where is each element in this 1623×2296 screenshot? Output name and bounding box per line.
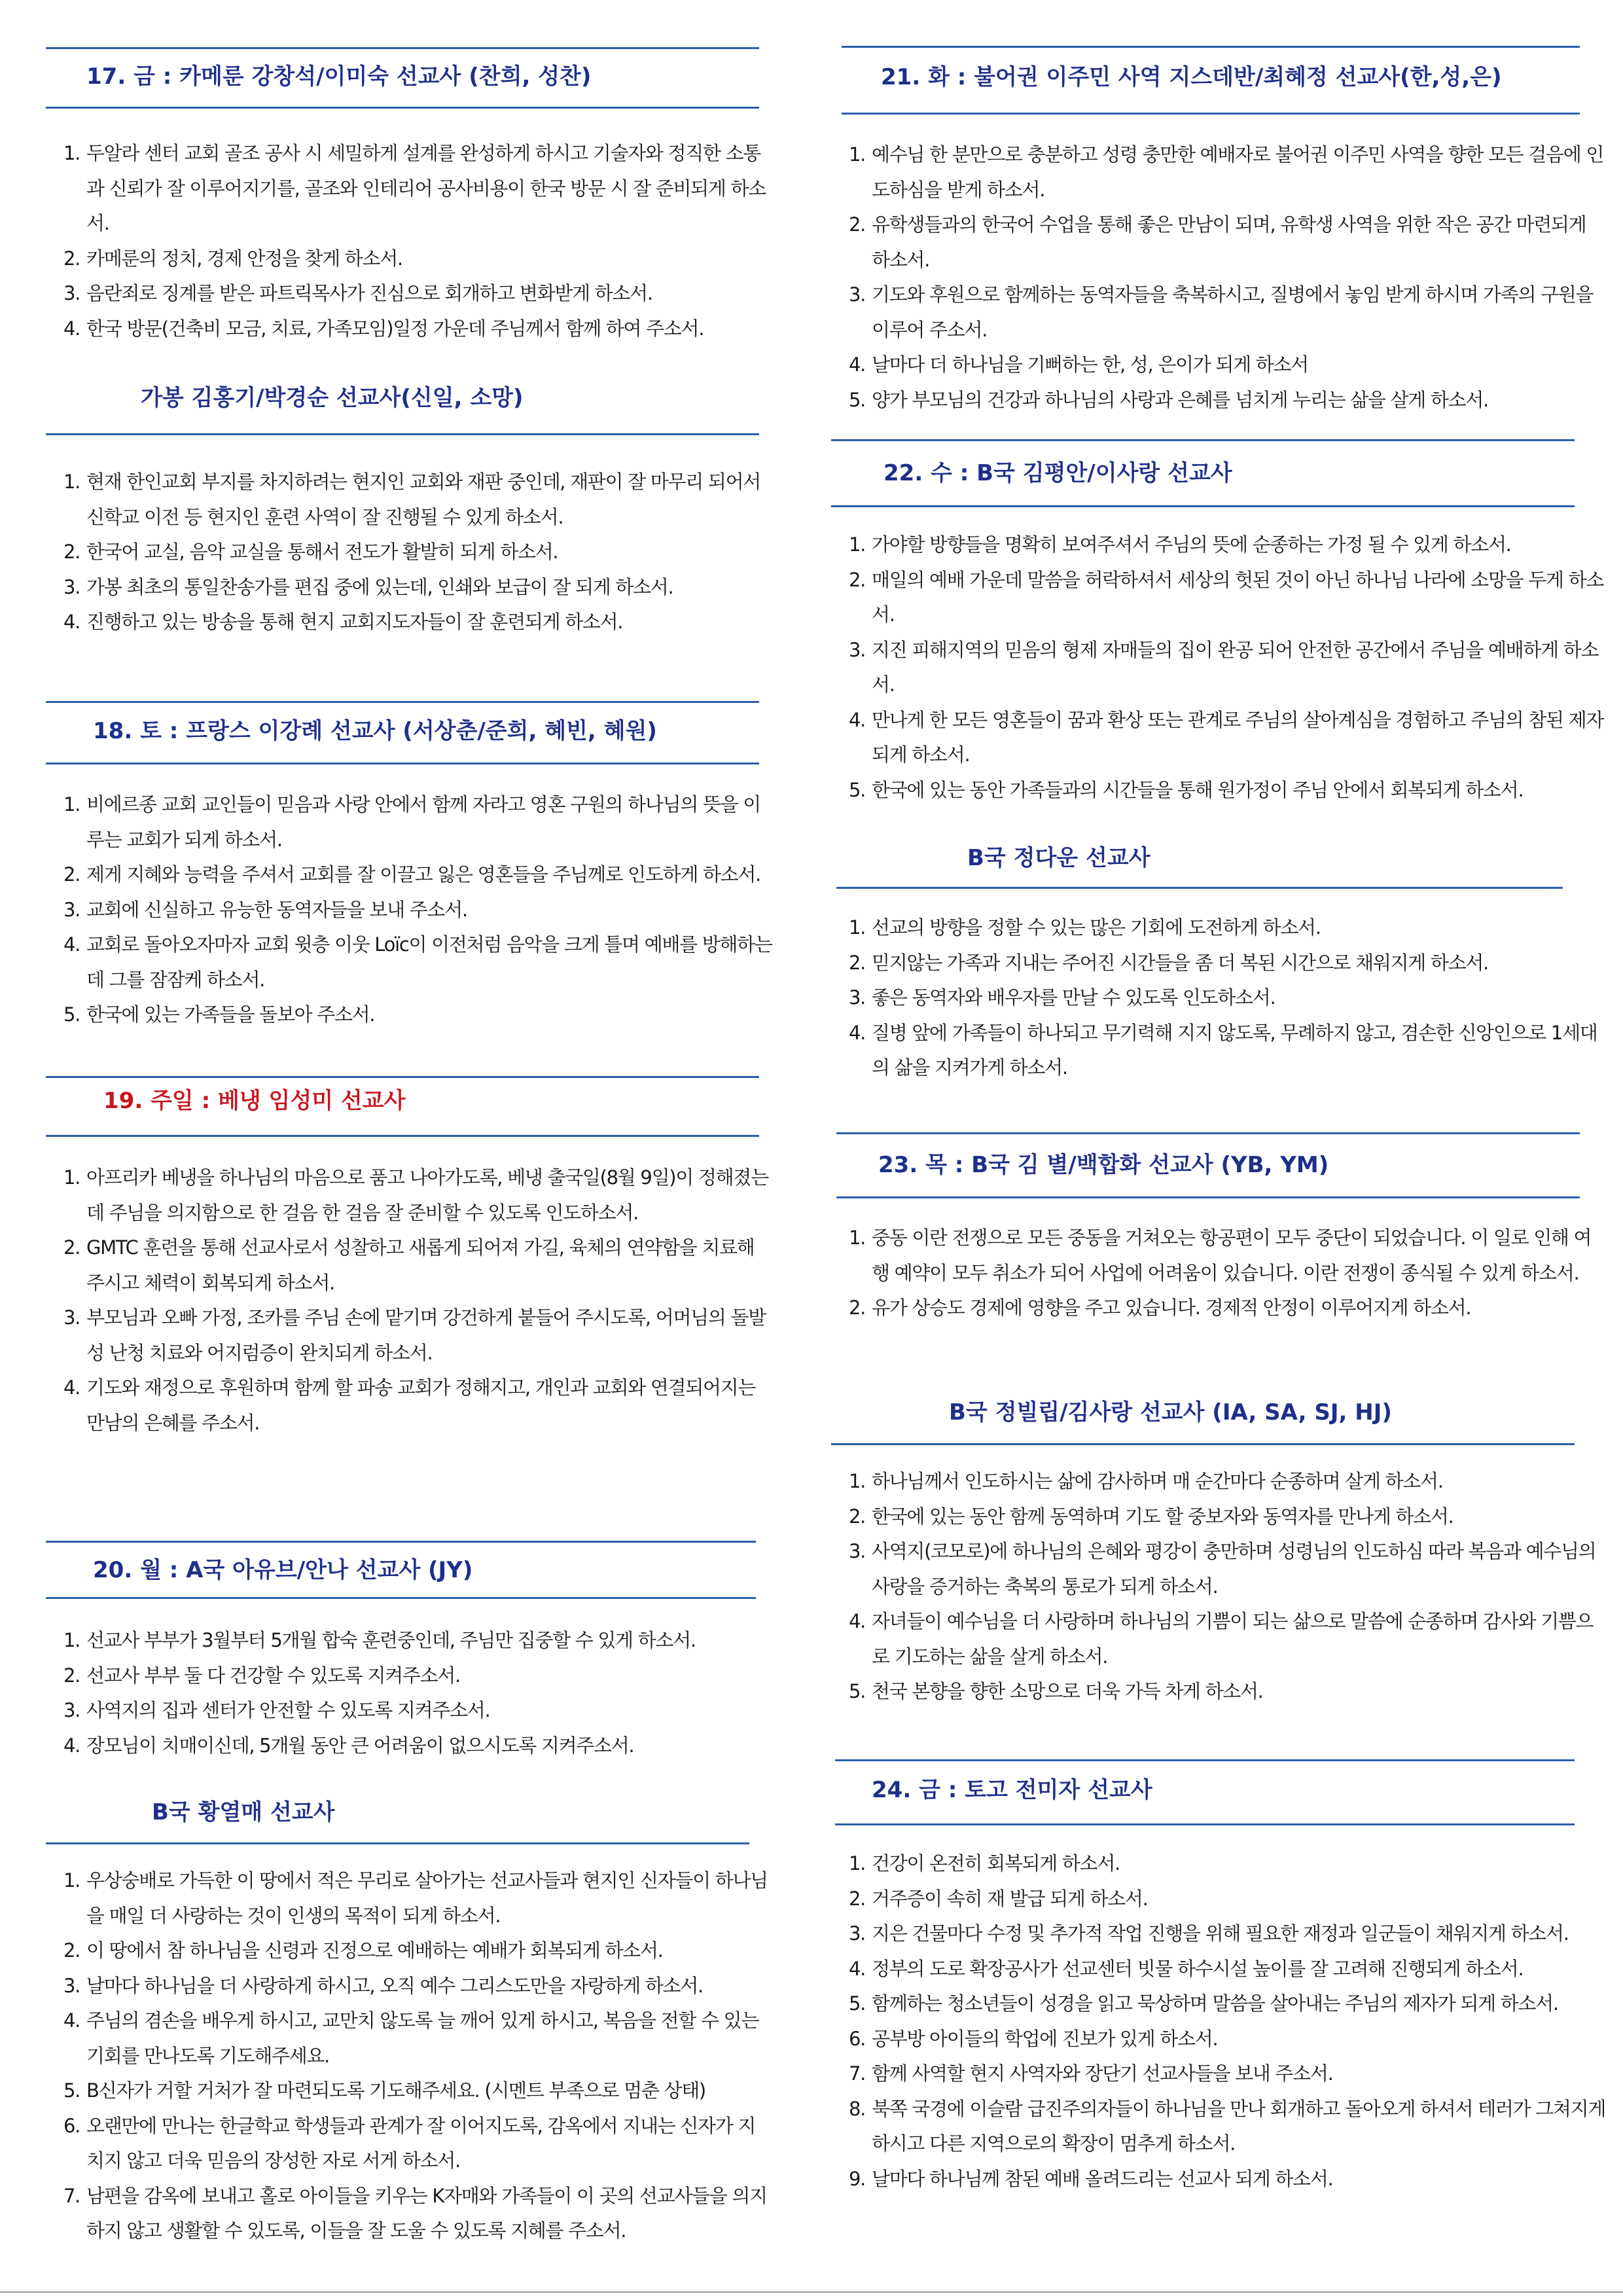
section-rule [46, 107, 759, 109]
prayer-item: 1. 중동 이란 전쟁으로 모든 중동을 거쳐오는 항공편이 모두 중단이 되었습니다. 이 일로 인해 여행 예약이 모두 취소가 되어 사업에 어려움이 있습니다. 이란 전쟁이 종식될 수 있게 하소서. [870, 1221, 1607, 1291]
prayer-item: 3. 날마다 하나님을 더 사랑하게 하시고, 오직 예수 그리스도만을 자랑하게 하소서. [85, 1969, 772, 2004]
prayer-item: 3. 사역지(코모로)에 하나님의 은혜와 평강이 충만하며 성령님의 인도하심 따라 복음과 예수님의 사랑을 증거하는 축복의 통로가 되게 하소서. [870, 1534, 1607, 1604]
section-heading: B국 정다운 선교사 [967, 845, 1150, 871]
section-rule [836, 1196, 1580, 1198]
section-heading: 23. 목 : B국 김 별/백합화 선교사 (YB, YM) [878, 1152, 1329, 1178]
prayer-list [46, 136, 772, 346]
section-heading: B국 황열매 선교사 [152, 1799, 335, 1825]
prayer-item: 1. 두알라 센터 교회 골조 공사 시 세밀하게 설계를 완성하게 하시고 기술자와 정직한 소통과 신뢰가 잘 이루어지기를, 골조와 인테리어 공사비용이 한국 방문 시 잘 준비되게 하소서. [85, 136, 772, 242]
prayer-item: 3. 사역지의 집과 센터가 안전할 수 있도록 지켜주소서. [85, 1693, 772, 1729]
section-heading: 22. 수 : B국 김평안/이사랑 선교사 [883, 460, 1232, 486]
prayer-item: 1. 우상숭배로 가득한 이 땅에서 적은 무리로 살아가는 선교사들과 현지인 신자들이 하나님을 매일 더 사랑하는 것이 인생의 목적이 되게 하소서. [85, 1863, 772, 1933]
prayer-item: 4. 진행하고 있는 방송을 통해 현지 교회지도자들이 잘 훈련되게 하소서. [85, 605, 772, 640]
prayer-item: 5. 양가 부모님의 건강과 하나님의 사랑과 은혜를 넘치게 누리는 삶을 살게 하소서. [870, 383, 1607, 418]
prayer-item: 2. 믿지않는 가족과 지내는 주어진 시간들을 좀 더 복된 시간으로 채워지게 하소서. [870, 946, 1607, 981]
prayer-item: 2. 선교사 부부 둘 다 건강할 수 있도록 지켜주소서. [85, 1659, 772, 1694]
prayer-item: 3. 좋은 동역자와 배우자를 만날 수 있도록 인도하소서. [870, 980, 1607, 1016]
prayer-item: 4. 날마다 더 하나님을 기뻐하는 한, 성, 은이가 되게 하소서 [870, 348, 1607, 383]
section-heading: 24. 금 : 토고 전미자 선교사 [872, 1777, 1152, 1803]
section-rule [831, 505, 1575, 507]
prayer-item: 3. 지은 건물마다 수정 및 추가적 작업 진행을 위해 필요한 재정과 일군들이 채워지게 하소서. [870, 1916, 1607, 1952]
section-rule [835, 1823, 1575, 1825]
prayer-item: 2. 유학생들과의 한국어 수업을 통해 좋은 만남이 되며, 유학생 사역을 위한 작은 공간 마련되게 하소서. [870, 207, 1607, 278]
prayer-item: 3. 교회에 신실하고 유능한 동역자들을 보내 주소서. [85, 893, 772, 928]
prayer-item: 8. 북쪽 국경에 이슬람 급진주의자들이 하나님을 만나 회개하고 돌아오게 하셔서 테러가 그쳐지게 하시고 다른 지역으로의 확장이 멈추게 하소서. [870, 2092, 1607, 2162]
prayer-item: 5. 천국 본향을 향한 소망으로 더욱 가득 차게 하소서. [870, 1674, 1607, 1710]
prayer-item: 1. 건강이 온전히 회복되게 하소서. [870, 1846, 1607, 1882]
prayer-item: 1. 비에르종 교회 교인들이 믿음과 사랑 안에서 함께 자라고 영혼 구원의 하나님의 뜻을 이루는 교회가 되게 하소서. [85, 787, 772, 857]
prayer-item: 2. 유가 상승도 경제에 영향을 주고 있습니다. 경제적 안정이 이루어지게 하소서. [870, 1291, 1607, 1326]
prayer-list [831, 1221, 1607, 1326]
section-rule [835, 1759, 1575, 1761]
prayer-list [46, 1623, 772, 1763]
prayer-list [46, 1863, 772, 2249]
section-rule [46, 433, 759, 435]
section-rule [46, 1076, 759, 1078]
prayer-item: 4. 질병 앞에 가족들이 하나되고 무기력해 지지 않도록, 무례하지 않고, 겸손한 신앙인으로 1세대의 삶을 지켜가게 하소서. [870, 1016, 1607, 1086]
prayer-item: 4. 만나게 한 모든 영혼들이 꿈과 환상 또는 관계로 주님의 살아계심을 경험하고 주님의 참된 제자 되게 하소서. [870, 703, 1607, 773]
prayer-item: 2. 한국어 교실, 음악 교실을 통해서 전도가 활발히 되게 하소서. [85, 535, 772, 570]
section-rule [831, 439, 1575, 441]
section-heading: 18. 토 : 프랑스 이강례 선교사 (서상춘/준희, 혜빈, 혜원) [93, 718, 657, 744]
prayer-item: 2. 이 땅에서 참 하나님을 신령과 진정으로 예배하는 예배가 회복되게 하소서. [85, 1933, 772, 1969]
prayer-list [831, 528, 1607, 808]
section-rule [836, 887, 1563, 889]
prayer-item: 4. 기도와 재정으로 후원하며 함께 할 파송 교회가 정해지고, 개인과 교회와 연결되어지는 만남의 은혜를 주소서. [85, 1371, 772, 1441]
prayer-list [46, 465, 772, 640]
prayer-item: 7. 함께 사역할 현지 사역자와 장단기 선교사들을 보내 주소서. [870, 2056, 1607, 2092]
prayer-list [831, 1464, 1607, 1710]
prayer-item: 3. 가봉 최초의 통일찬송가를 편집 중에 있는데, 인쇄와 보급이 잘 되게 하소서. [85, 570, 772, 605]
section-rule [46, 762, 759, 764]
section-rule [842, 46, 1580, 48]
section-rule [836, 1132, 1580, 1134]
prayer-item: 2. GMTC 훈련을 통해 선교사로서 성찰하고 새롭게 되어져 가길, 육체의 연약함을 치료해 주시고 체력이 회복되게 하소서. [85, 1230, 772, 1300]
page-bottom-border [0, 2291, 1623, 2293]
prayer-list [831, 910, 1607, 1086]
prayer-item: 6. 오랜만에 만나는 한글학교 학생들과 관계가 잘 이어지도록, 감옥에서 지내는 신자가 지치지 않고 더욱 믿음의 장성한 자로 서게 하소서. [85, 2109, 772, 2179]
prayer-item: 4. 정부의 도로 확장공사가 선교센터 빗물 하수시설 높이를 잘 고려해 진행되게 하소서. [870, 1952, 1607, 1987]
section-rule [46, 1541, 756, 1543]
prayer-item: 1. 선교의 방향을 정할 수 있는 많은 기회에 도전하게 하소서. [870, 910, 1607, 946]
prayer-item: 4. 교회로 돌아오자마자 교회 윗층 이웃 Loïc이 이전처럼 음악을 크게 틀며 예배를 방해하는데 그를 잠잠케 하소서. [85, 927, 772, 997]
section-heading: B국 정빌립/김사랑 선교사 (IA, SA, SJ, HJ) [949, 1399, 1392, 1426]
prayer-list [831, 137, 1607, 418]
prayer-item: 5. 한국에 있는 가족들을 돌보아 주소서. [85, 997, 772, 1033]
prayer-item: 2. 카메룬의 정치, 경제 안정을 찾게 하소서. [85, 242, 772, 277]
section-rule [842, 113, 1580, 115]
prayer-item: 4. 자녀들이 예수님을 더 사랑하며 하나님의 기쁨이 되는 삶으로 말씀에 순종하며 감사와 기쁨으로 기도하는 삶을 살게 하소서. [870, 1604, 1607, 1674]
prayer-item: 6. 공부방 아이들의 학업에 진보가 있게 하소서. [870, 2022, 1607, 2057]
prayer-item: 5. B신자가 거할 거처가 잘 마련되도록 기도해주세요. (시멘트 부족으로 멈춘 상태) [85, 2073, 772, 2109]
prayer-item: 1. 아프리카 베냉을 하나님의 마음으로 품고 나아가도록, 베냉 출국일(8월 9일)이 정해졌는데 주님을 의지함으로 한 걸음 한 걸음 잘 준비할 수 있도록 인도하소서. [85, 1160, 772, 1230]
section-rule [46, 47, 759, 49]
section-heading: 20. 월 : A국 아유브/안나 선교사 (JY) [93, 1557, 473, 1583]
prayer-item: 1. 예수님 한 분만으로 충분하고 성령 충만한 예배자로 불어권 이주민 사역을 향한 모든 걸음에 인도하심을 받게 하소서. [870, 137, 1607, 207]
prayer-item: 1. 가야할 방향들을 명확히 보여주셔서 주님의 뜻에 순종하는 가정 될 수 있게 하소서. [870, 528, 1607, 563]
section-heading: 가봉 김홍기/박경순 선교사(신일, 소망) [141, 385, 524, 411]
prayer-item: 3. 부모님과 오빠 가정, 조카를 주님 손에 맡기며 강건하게 붙들어 주시도록, 어머님의 돌발성 난청 치료와 어지럼증이 완치되게 하소서. [85, 1300, 772, 1371]
prayer-item: 9. 날마다 하나님께 참된 예배 올려드리는 선교사 되게 하소서. [870, 2162, 1607, 2197]
prayer-item: 3. 지진 피해지역의 믿음의 형제 자매들의 집이 완공 되어 안전한 공간에서 주님을 예배하게 하소서. [870, 633, 1607, 703]
prayer-item: 2. 제게 지혜와 능력을 주셔서 교회를 잘 이끌고 잃은 영혼들을 주님께로 인도하게 하소서. [85, 857, 772, 893]
section-rule [46, 701, 759, 703]
prayer-item: 3. 음란죄로 징계를 받은 파트릭목사가 진심으로 회개하고 변화받게 하소서. [85, 276, 772, 312]
prayer-item: 3. 기도와 후원으로 함께하는 동역자들을 축복하시고, 질병에서 놓임 받게 하시며 가족의 구원을 이루어 주소서. [870, 278, 1607, 348]
section-heading: 19. 주일 : 베냉 임성미 선교사 [103, 1088, 406, 1114]
prayer-item: 2. 거주증이 속히 재 발급 되게 하소서. [870, 1882, 1607, 1917]
section-rule [46, 1597, 756, 1599]
prayer-item: 2. 한국에 있는 동안 함께 동역하며 기도 할 중보자와 동역자를 만나게 하소서. [870, 1499, 1607, 1535]
prayer-list [46, 1160, 772, 1441]
prayer-item: 4. 장모님이 치매이신데, 5개월 동안 큰 어려움이 없으시도록 지켜주소서. [85, 1729, 772, 1764]
section-rule [46, 1135, 759, 1137]
prayer-item: 7. 남편을 감옥에 보내고 홀로 아이들을 키우는 K자매와 가족들이 이 곳의 선교사들을 의지하지 않고 생활할 수 있도록, 이들을 잘 도울 수 있도록 지혜를 주소서. [85, 2179, 772, 2249]
prayer-item: 2. 매일의 예배 가운데 말씀을 허락하셔서 세상의 헛된 것이 아닌 하나님 나라에 소망을 두게 하소서. [870, 563, 1607, 633]
prayer-list [46, 787, 772, 1033]
prayer-item: 4. 주님의 겸손을 배우게 하시고, 교만치 않도록 늘 깨어 있게 하시고, 복음을 전할 수 있는 기회를 만나도록 기도해주세요. [85, 2003, 772, 2073]
prayer-item: 4. 한국 방문(건축비 모금, 치료, 가족모임)일정 가운데 주님께서 함께 하여 주소서. [85, 312, 772, 347]
prayer-item: 5. 한국에 있는 동안 가족들과의 시간들을 통해 원가정이 주님 안에서 회복되게 하소서. [870, 773, 1607, 808]
section-heading: 17. 금 : 카메룬 강창석/이미숙 선교사 (찬희, 성찬) [86, 63, 592, 90]
prayer-list [831, 1846, 1607, 2197]
section-rule [46, 1842, 749, 1844]
prayer-item: 1. 선교사 부부가 3월부터 5개월 합숙 훈련중인데, 주님만 집중할 수 있게 하소서. [85, 1623, 772, 1659]
section-heading: 21. 화 : 불어권 이주민 사역 지스데반/최혜정 선교사(한,성,은) [881, 64, 1502, 90]
prayer-item: 1. 하나님께서 인도하시는 삶에 감사하며 매 순간마다 순종하며 살게 하소서. [870, 1464, 1607, 1499]
prayer-item: 5. 함께하는 청소년들이 성경을 읽고 묵상하며 말씀을 살아내는 주님의 제자가 되게 하소서. [870, 1986, 1607, 2022]
prayer-item: 1. 현재 한인교회 부지를 차지하려는 현지인 교회와 재판 중인데, 재판이 잘 마무리 되어서 신학교 이전 등 현지인 훈련 사역이 잘 진행될 수 있게 하소서. [85, 465, 772, 535]
section-rule [831, 1443, 1575, 1445]
